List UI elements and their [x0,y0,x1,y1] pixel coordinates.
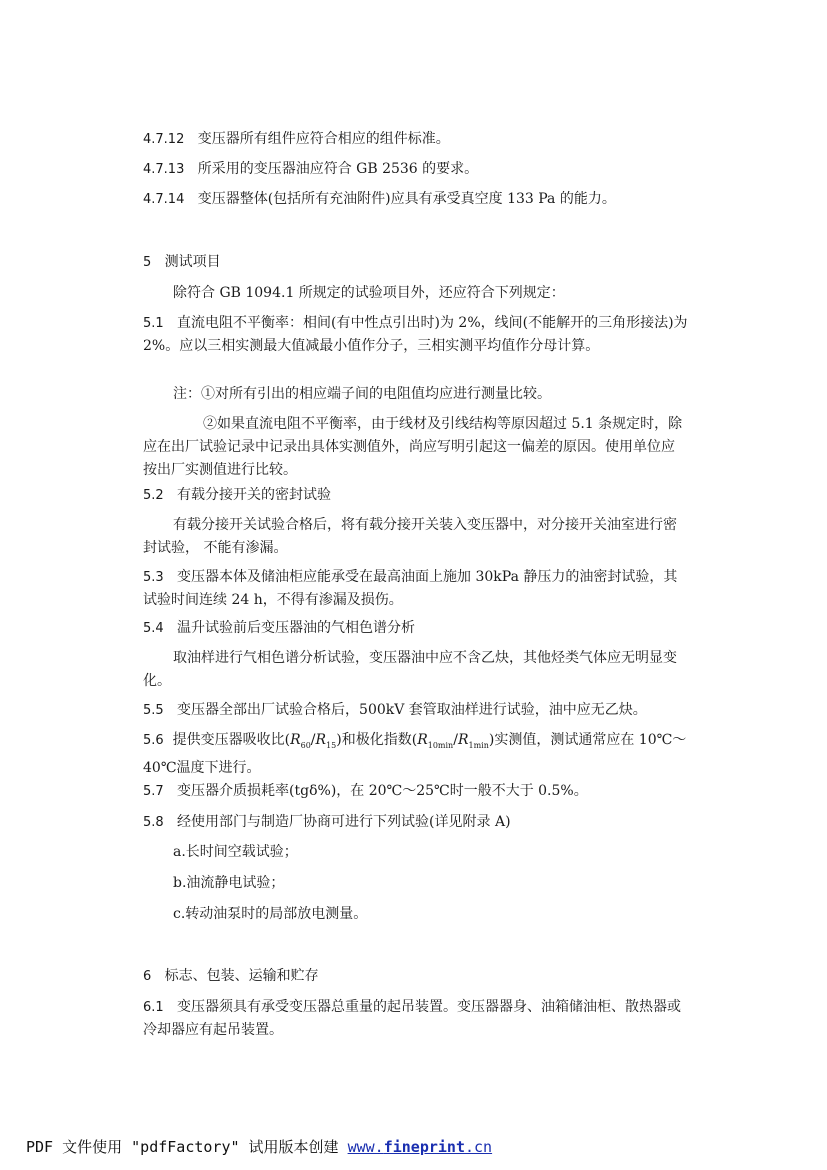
symbol-r10min: R [417,732,428,748]
clause-number: 5.7 [143,784,164,799]
clause-number: 5.4 [143,621,164,636]
clause-text: 变压器介质损耗率(tgδ%)，在 20℃～25℃时一般不大于 0.5%。 [177,783,588,799]
clause-text: 变压器全部出厂试验合格后，500kV 套管取油样进行试验，油中应无乙炔。 [177,702,647,718]
clause-5-6 [143,729,688,780]
clause-5-1 [143,312,688,358]
footer-text: PDF 文件使用 "pdfFactory" 试用版本创建 [26,1138,348,1156]
clause-number: 6.1 [143,1000,164,1015]
clause-5-4 [143,617,688,640]
clause-text: 温升试验前后变压器油的气相色谱分析 [177,620,416,636]
section-5-intro: 除符合 GB 1094.1 所规定的试验项目外，还应符合下列规定： [173,285,565,301]
clause-4-7-14 [143,188,688,211]
subscript-1min: 1min [468,740,489,750]
subscript-60: 60 [300,740,311,750]
fineprint-link[interactable] [348,1138,493,1156]
clause-text: 变压器本体及储油柜应能承受在最高油面上施加 30kPa 静压力的油密封试验，其试验时间连续 24 h，不得有渗漏及损伤。 [143,569,678,608]
note-1: 注：①对所有引出的相应端子间的电阻值均应进行测量比较。 [173,386,551,402]
clause-number: 4.7.14 [143,192,185,207]
clause-number: 4.7.12 [143,132,185,147]
clause-number: 5.1 [143,316,164,331]
clause-text-part1: 提供变压器吸收比( [172,732,291,748]
link-fineprint: fineprint [383,1138,465,1156]
link-www: www. [347,1138,384,1156]
clause-text: 变压器须具有承受变压器总重量的起吊装置。变压器器身、油箱储油柜、散热器或冷却器应有起吊装置。 [143,999,682,1038]
clause-text: 直流电阻不平衡率：相间(有中性点引出时)为 2%，线间(不能解开的三角形接法)为 2%。应以三相实测最大值减最小值作分子，三相实测平均值作分母计算。 [143,315,688,354]
section-title: 标志、包装、运输和贮存 [164,968,319,984]
subscript-10min: 10min [427,740,454,750]
subscript-15: 15 [326,740,337,750]
clause-5-3 [143,566,688,612]
symbol-r1min: R [457,732,469,748]
clause-number: 5.8 [143,815,164,830]
clause-4-7-12 [143,128,688,151]
clause-text: 有载分接开关的密封试验 [177,487,332,503]
list-item: b.油流静电试验； [173,875,285,891]
clause-5-2-body: 有载分接开关试验合格后，将有载分接开关装入变压器中，对分接开关油室进行密封试验， 不能有渗漏。 [143,517,677,556]
slash: / [453,732,458,748]
symbol-r60: R [290,732,301,748]
section-title: 测试项目 [164,254,221,270]
clause-number: 5.6 [143,733,164,748]
section-number: 5 [143,255,152,270]
pdf-footer [26,1136,492,1157]
clause-4-7-13 [143,158,688,181]
clause-5-8 [143,811,688,834]
clause-5-4-body: 取油样进行气相色谱分析试验，变压器油中应不含乙炔，其他烃类气体应无明显变化。 [143,650,677,689]
section-6-heading [143,965,688,988]
clause-text: 变压器所有组件应符合相应的组件标准。 [197,131,450,147]
clause-text: 变压器整体(包括所有充油附件)应具有承受真空度 133 Pa 的能力。 [197,191,616,207]
clause-5-7 [143,780,688,803]
clause-text-part3: )实测值，测试通常应在 10℃～40℃温度下进行。 [143,732,687,776]
clause-5-2 [143,484,688,507]
note-2: ②如果直流电阻不平衡率，由于线材及引线结构等原因超过 5.1 条规定时，除应在出厂试验记录中记录出具体实测值外，尚应写明引起这一偏差的原因。使用单位应按出厂实测值进行比较。 [143,416,683,478]
clause-6-1 [143,996,688,1042]
clause-text: 经使用部门与制造厂协商可进行下列试验(详见附录 A) [177,814,511,830]
clause-text-part2: )和极化指数( [336,732,418,748]
clause-5-5 [143,699,688,722]
clause-text: 所采用的变压器油应符合 GB 2536 的要求。 [197,161,479,177]
section-number: 6 [143,969,152,984]
list-item: c.转动油泵时的局部放电测量。 [173,906,368,922]
clause-number: 5.3 [143,570,164,585]
clause-number: 5.2 [143,488,164,503]
list-item: a.长时间空载试验； [173,844,298,860]
clause-number: 4.7.13 [143,162,185,177]
clause-number: 5.5 [143,703,164,718]
link-cn: .cn [465,1138,493,1156]
slash: / [310,732,316,748]
symbol-r15: R [315,732,327,748]
section-5-heading [143,251,688,274]
